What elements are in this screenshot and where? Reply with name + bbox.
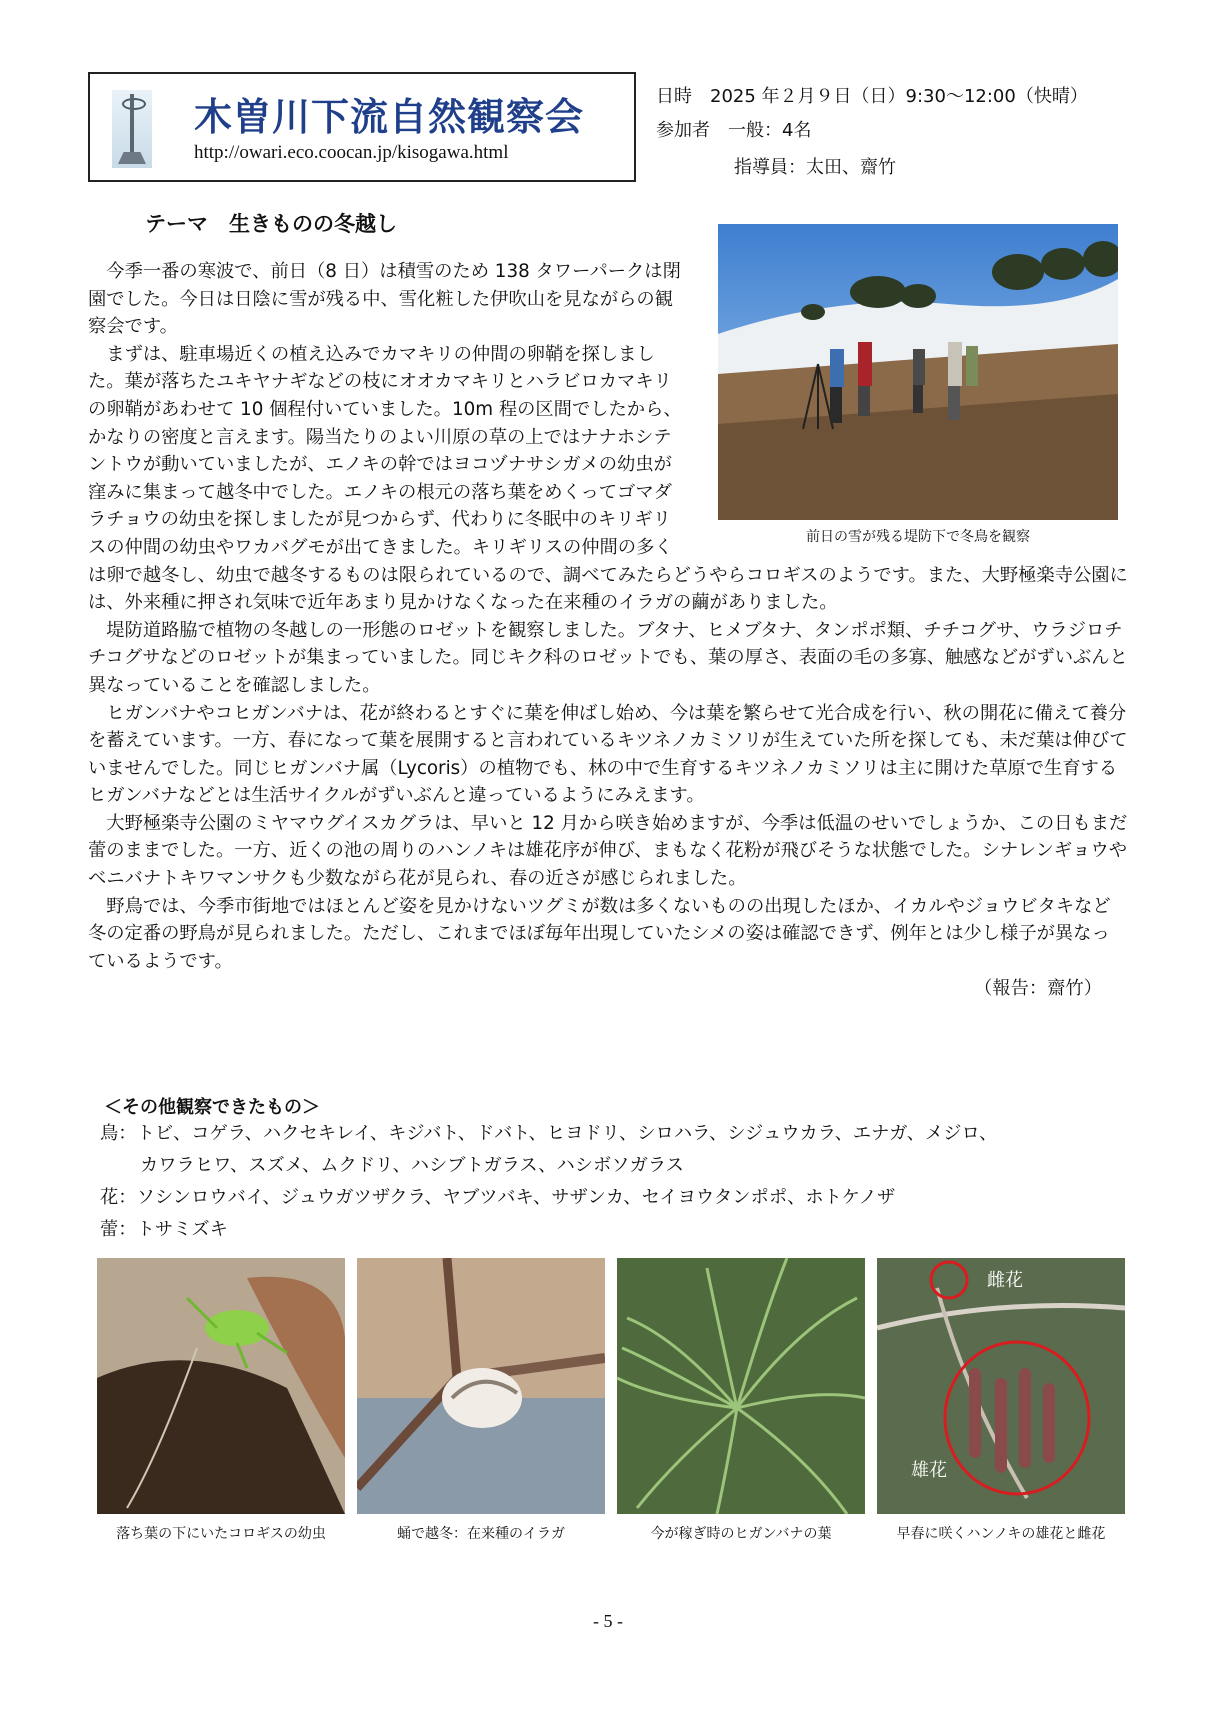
- label-female-flower: 雌花: [987, 1270, 1023, 1291]
- birds-row: [100, 1118, 997, 1149]
- main-photo-figure: [718, 224, 1128, 545]
- leaders: 指導員：太田、齋竹: [734, 157, 896, 178]
- photo-caption-2: 蛹で越冬：在来種のイラガ: [397, 1526, 565, 1542]
- photo-higanbana-leaves: [617, 1258, 865, 1514]
- photo-hannoki-flowers: [877, 1258, 1125, 1514]
- article-body: [88, 258, 1128, 1003]
- photo-korogisu: [97, 1258, 345, 1514]
- paragraph-6: 野鳥では、今季市街地ではほとんど姿を見かけないツグミが数は多くないものの出現したほか、イカルやジョウビタキなど冬の定番の野鳥が見られました。ただし、これまでほぼ毎年出現していたシメの姿は確認できず、例年とは少し様子が異なっているようです。: [88, 895, 1111, 972]
- org-title: 木曽川下流自然観察会: [194, 95, 585, 139]
- birds-list-2: カワラヒワ、スズメ、ムクドリ、ハシブトガラス、ハシボソガラス: [140, 1155, 684, 1176]
- reporter: （報告：齋竹）: [974, 978, 1102, 1000]
- photo-caption-4: 早春に咲くハンノキの雄花と雌花: [896, 1526, 1106, 1542]
- buds-row: [100, 1214, 228, 1245]
- flowers-label: 花：: [100, 1187, 137, 1208]
- paragraph-4: ヒガンバナやコヒガンバナは、花が終わるとすぐに葉を伸ばし始め、今は葉を繁らせて光合成を行い、秋の開花に備えて養分を蓄えています。一方、春になって葉を展開すると言われているキツネノカミソリが生えていた所を探しても、未だ葉は伸びていませんでした。同じヒガンバナ属（Lycoris）の植物でも、林の中で生育するキツネノカミソリは主に開けた草原で生育するヒガンバナなどとは生活サイクルがずいぶんと違っているようにみえます。: [88, 702, 1128, 807]
- participants: 参加者 一般：4名: [656, 120, 812, 141]
- birds-list-1: トビ、コゲラ、ハクセキレイ、キジバト、ドバト、ヒヨドリ、シロハラ、シジュウカラ、エナガ、メジロ、: [136, 1123, 998, 1144]
- org-url[interactable]: http://owari.eco.coocan.jp/kisogawa.html: [194, 142, 509, 163]
- tower-logo-icon: [112, 90, 152, 168]
- birds-label: 鳥：: [100, 1123, 137, 1144]
- header-box: [88, 72, 636, 182]
- photo-caption-1: 落ち葉の下にいたコロギスの幼虫: [116, 1526, 326, 1542]
- paragraph-3: 堤防道路脇で植物の冬越しの一形態のロゼットを観察しました。ブタナ、ヒメブタナ、タンポポ類、チチコグサ、ウラジロチチコグサなどのロゼットが集まっていました。同じキク科のロゼットでも、葉の厚さ、表面の毛の多寡、触感などがずいぶんと異なっていることを確認しました。: [88, 619, 1128, 696]
- label-male-flower: 雄花: [911, 1460, 947, 1481]
- paragraph-5: 大野極楽寺公園のミヤマウグイスカグラは、早いと 12 月から咲き始めますが、今季は低温のせいでしょうか、この日もまだ蕾のままでした。一方、近くの池の周りのハンノキは雄花序が伸び、まもなく花粉が飛びそうな状態でした。シナレンギョウやベニバナトキワマンサクも少数ながら花が見られ、春の近さが感じられました。: [88, 812, 1128, 890]
- event-date: 日時 2025 年２月９日（日）9:30～12:00（快晴）: [656, 86, 1088, 107]
- photo-iraga-cocoon: [357, 1258, 605, 1514]
- photo-caption-3: 今が稼ぎ時のヒガンバナの葉: [650, 1526, 832, 1542]
- theme-heading: テーマ 生きものの冬越し: [145, 212, 397, 236]
- others-heading: ＜その他観察できたもの＞: [104, 1097, 320, 1118]
- paragraph-1: 今季一番の寒波で、前日（8 日）は積雪のため 138 タワーパークは閉園でした。今日は日陰に雪が残る中、雪化粧した伊吹山を見ながらの観察会です。: [88, 261, 681, 338]
- buds-label: 蕾：: [100, 1219, 137, 1240]
- main-photo: [718, 224, 1118, 520]
- buds-list: トサミズキ: [136, 1219, 228, 1240]
- flowers-list: ソシンロウバイ、ジュウガツザクラ、ヤブツバキ、サザンカ、セイヨウタンポポ、ホトケノザ: [136, 1187, 896, 1208]
- paragraph-2: まずは、駐車場近くの植え込みでカマキリの仲間の卵鞘を探しました。葉が落ちたユキヤナギなどの枝にオオカマキリとハラビロカマキリの卵鞘があわせて 10 個程付いていました。10m 程の区間でしたから、かなりの密度と言えます。陽当たりのよい川原の草の上ではナナホシテントウが動いていましたが、エノキの幹ではヨコヅナサシガメの幼虫が窪みに集まって越冬中でした。エノキの根元の落ち葉をめくってゴマダラチョウの幼虫を探しましたが見つからず、代わりに冬眠中のキリギリスの仲間の幼虫やワカバグモが出てきました。キリギリスの仲間の多くは卵で越冬し、幼虫で越冬するものは限られているので、調べてみたらどうやらコロギスのようです。また、大野極楽寺公園には、外来種に押され気味で近年あまり見かけなくなった在来種のイラガの繭がありました。: [88, 343, 1128, 614]
- page-number: - 5 -: [593, 1611, 623, 1631]
- flowers-row: [100, 1182, 895, 1213]
- main-photo-caption: 前日の雪が残る堤防下で冬鳥を観察: [806, 529, 1030, 545]
